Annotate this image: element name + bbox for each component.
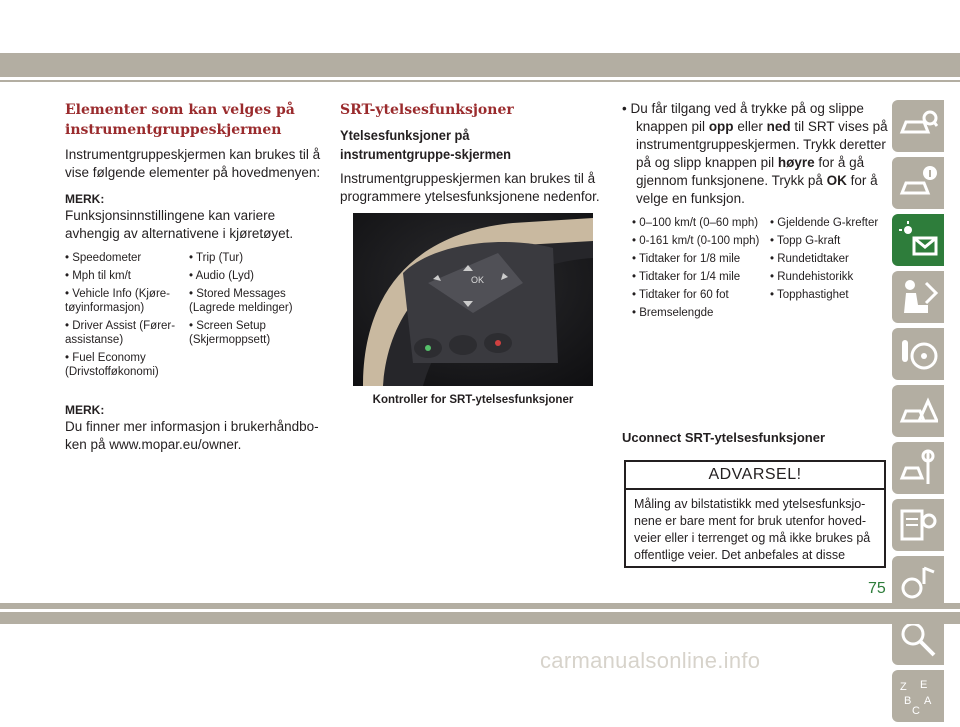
svg-text:Z: Z xyxy=(900,681,907,693)
list-item: • 0–100 km/t (0–60 mph) xyxy=(632,217,759,229)
note-label: MERK: xyxy=(65,192,105,206)
multimedia-icon[interactable] xyxy=(892,556,944,608)
note-label-2: MERK: xyxy=(65,403,105,417)
steering-start-icon[interactable] xyxy=(892,328,944,380)
list-item: • Driver Assist (Fører-assistanse) xyxy=(65,320,176,346)
maintenance-icon[interactable] xyxy=(892,442,944,494)
list-item: • Topphastighet xyxy=(770,289,849,301)
ok-button-label: OK xyxy=(471,275,485,285)
list-item: • Speedometer xyxy=(65,252,142,264)
list-item: • Rundehistorikk xyxy=(770,271,854,283)
note-text: Funksjonsinnstillingene kan variere avhengig av alternativene i kjøretøyet. xyxy=(65,208,294,241)
list-item xyxy=(189,351,329,379)
bullet-text: • Du får tilgang ved å trykke på og slippe knappen pil xyxy=(622,101,864,134)
instruction-bullet xyxy=(622,100,890,208)
section-heading-srt: SRT-ytelsesfunksjoner xyxy=(340,102,514,118)
chapter-tabs xyxy=(892,100,944,727)
seat-safety-icon[interactable] xyxy=(892,271,944,323)
list-item: • Topp G-kraft xyxy=(770,235,841,247)
keyword-up: opp xyxy=(708,119,734,134)
intro-text: Instrumentgruppeskjermen kan brukes til å vise følgende elementer på hovedmenyen: xyxy=(65,147,321,180)
dashboard-lights-icon[interactable] xyxy=(892,214,944,266)
bullet-text: for å velge en funksjon. xyxy=(636,173,878,206)
bullet-text: for å gå gjennom funksjonene. Trykk på xyxy=(636,155,865,188)
list-item: • Bremselengde xyxy=(632,307,714,319)
svg-text:C: C xyxy=(912,705,920,716)
keyword-ok: OK xyxy=(826,173,847,188)
top-rule xyxy=(0,80,960,82)
list-item: • Audio (Lyd) xyxy=(189,270,254,282)
column-left xyxy=(65,100,323,462)
menu-items-list xyxy=(65,251,323,379)
roadside-warning-icon[interactable] xyxy=(892,385,944,437)
top-band xyxy=(0,53,960,77)
list-item: • Mph til km/t xyxy=(65,270,132,282)
watermark: carmanualsonline.info xyxy=(540,648,761,673)
list-item: • Gjeldende G-krefter xyxy=(770,217,879,229)
list-item: • Stored Messages (Lagrede meldinger) xyxy=(189,288,293,314)
list-item: • Trip (Tur) xyxy=(189,252,244,264)
keyword-right: høyre xyxy=(777,155,815,170)
svg-text:A: A xyxy=(924,695,932,707)
list-item: • 0-161 km/t (0-100 mph) xyxy=(632,235,760,247)
figure-caption: Kontroller for SRT-ytelsesfunksjoner xyxy=(372,394,574,406)
page-number: 75 xyxy=(868,580,886,597)
bullet-text: eller xyxy=(733,119,767,134)
steering-wheel-controls-photo xyxy=(353,213,593,386)
list-item: • Tidtaker for 1/8 mile xyxy=(632,253,741,265)
bottom-band-2 xyxy=(0,612,960,624)
warning-title: ADVARSEL! xyxy=(626,462,884,490)
svg-text:E: E xyxy=(920,679,928,691)
list-item: • Vehicle Info (Kjøre-tøyinformasjon) xyxy=(65,288,171,314)
subheading: Ytelsesfunksjoner på instrumentgruppe-skjermen xyxy=(340,127,512,162)
bullet-text: til SRT vises på instrumentgruppeskjermen. Trykk deretter på og slipp knappen pil xyxy=(636,119,888,170)
keyword-down: ned xyxy=(766,119,791,134)
section-heading: Elementer som kan velges på instrumentgruppeskjermen xyxy=(65,102,295,138)
list-item: • Rundetidtaker xyxy=(770,253,849,265)
svg-text:B: B xyxy=(904,695,912,707)
srt-functions-list xyxy=(632,216,890,320)
uconnect-heading: Uconnect SRT-ytelsesfunksjoner xyxy=(622,430,825,445)
list-item: • Fuel Economy (Drivstofføkonomi) xyxy=(65,352,159,378)
column-right xyxy=(622,100,890,320)
list-item xyxy=(770,306,896,320)
bottom-band xyxy=(0,603,960,609)
warning-box xyxy=(624,460,886,568)
specs-icon[interactable] xyxy=(892,499,944,551)
list-item: • Screen Setup (Skjermoppsett) xyxy=(189,320,271,346)
warning-text: Måling av bilstatistikk med ytelsesfunksjo-nene er bare ment for bruk utenfor hoved-veier eller i terrenget og må ikke brukes på offentlige veier. Det anbefales at disse xyxy=(634,497,871,562)
srt-intro-text: Instrumentgruppeskjermen kan brukes til å programmere ytelsesfunksjonene nedenfor. xyxy=(340,171,600,204)
list-item: • Tidtaker for 1/4 mile xyxy=(632,271,741,283)
car-inspect-icon[interactable] xyxy=(892,100,944,152)
note-text-2: Du finner mer informasjon i brukerhåndbo-ken på www.mopar.eu/owner. xyxy=(65,419,319,452)
car-info-icon[interactable] xyxy=(892,157,944,209)
column-middle xyxy=(340,100,608,214)
list-item: • Tidtaker for 60 fot xyxy=(632,289,729,301)
